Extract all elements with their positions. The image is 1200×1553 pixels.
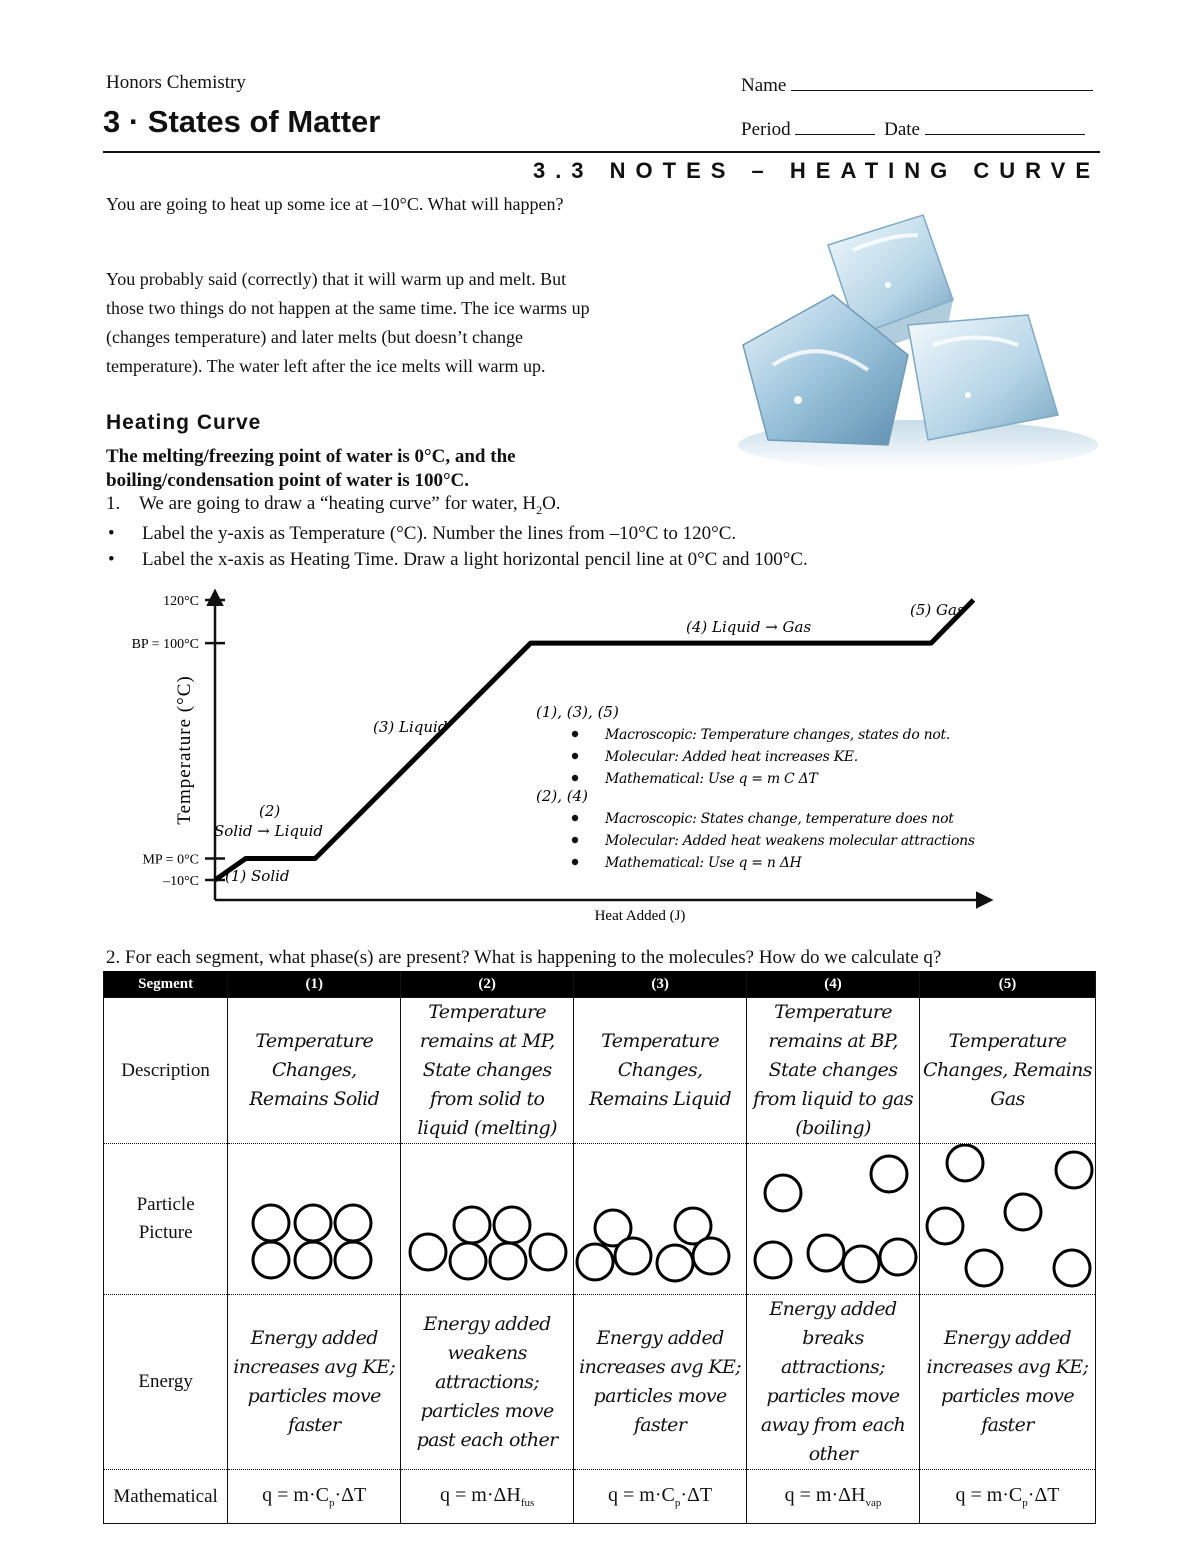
y-tick-label: BP = 100°C bbox=[131, 637, 199, 653]
row-label bbox=[104, 1144, 228, 1295]
annotation-item: Molecular: Added heat weakens molecular attractions bbox=[605, 833, 975, 849]
step-1-subscript: 2 bbox=[536, 502, 543, 517]
table-row-particles bbox=[104, 1144, 1096, 1295]
segment-label: (4) Liquid → Gas bbox=[686, 618, 812, 636]
y-tick-label: MP = 0°C bbox=[142, 852, 199, 868]
math-sub: fus bbox=[520, 1497, 535, 1509]
description-cell: Temperature remains at BP, State changes from liquid to gas (boiling) bbox=[747, 998, 920, 1144]
fact-line-1: The melting/freezing point of water is 0°C, and the bbox=[106, 446, 516, 467]
header-cell: Segment bbox=[104, 971, 228, 998]
intro-line: those two things do not happen at the same time. The ice warms up bbox=[106, 298, 590, 318]
y-axis-label: Temperature (°C) bbox=[174, 675, 195, 825]
instruction-list bbox=[106, 521, 808, 573]
y-tick-label: 120°C bbox=[163, 594, 199, 609]
date-blank[interactable] bbox=[925, 116, 1085, 135]
fact-line-2: boiling/condensation point of water is 100°C. bbox=[106, 470, 470, 491]
bullet-dot bbox=[572, 753, 578, 759]
unit-title: 3 · States of Matter bbox=[103, 104, 381, 139]
particle-cell bbox=[747, 1144, 920, 1295]
header-cell: (5) bbox=[919, 971, 1095, 998]
y-tick-label: –10°C bbox=[163, 874, 199, 889]
bullet-dot bbox=[572, 837, 578, 843]
annotation-item: Mathematical: Use q = n ΔH bbox=[605, 855, 802, 871]
particle-cell bbox=[228, 1144, 401, 1295]
course-name: Honors Chemistry bbox=[106, 72, 246, 93]
header-cell: (2) bbox=[401, 971, 574, 998]
intro-question: You are going to heat up some ice at –10°C. What will happen? bbox=[106, 194, 564, 214]
math-tail: ·ΔT bbox=[680, 1484, 713, 1506]
name-label: Name bbox=[741, 75, 787, 96]
energy-cell: Energy added weakens attractions; particles move past each other bbox=[401, 1295, 574, 1470]
math-cell bbox=[574, 1470, 747, 1524]
row-label: Description bbox=[104, 998, 228, 1144]
description-cell: Temperature remains at MP, State changes from solid to liquid (melting) bbox=[401, 998, 574, 1144]
ice-cube-right bbox=[908, 315, 1058, 440]
math-cell bbox=[228, 1470, 401, 1524]
row-label-line: Particle bbox=[136, 1194, 195, 1215]
question-2: 2. For each segment, what phase(s) are present? What is happening to the molecules? How do we calculate q? bbox=[106, 947, 942, 968]
description-cell: Temperature Changes, Remains Solid bbox=[228, 998, 401, 1144]
period-blank[interactable] bbox=[795, 116, 875, 135]
ice-cubes-image bbox=[728, 205, 1103, 475]
math-base: q = m·ΔH bbox=[784, 1484, 866, 1506]
table-row-energy bbox=[104, 1295, 1096, 1470]
segments-table bbox=[103, 971, 1096, 1524]
period-label: Period bbox=[741, 119, 791, 140]
math-cell bbox=[401, 1470, 574, 1524]
step-1 bbox=[106, 493, 561, 518]
liquid-particles bbox=[575, 1144, 746, 1289]
math-tail: ·ΔT bbox=[334, 1484, 367, 1506]
header-cell: (3) bbox=[574, 971, 747, 998]
row-label: Energy bbox=[104, 1295, 228, 1470]
row-label: Mathematical bbox=[104, 1470, 228, 1524]
x-axis-label: Heat Added (J) bbox=[594, 908, 686, 924]
math-tail: ·ΔT bbox=[1027, 1484, 1060, 1506]
date-label: Date bbox=[884, 119, 920, 140]
table-row-description bbox=[104, 998, 1096, 1144]
gas-particles bbox=[920, 1144, 1094, 1289]
energy-cell: Energy added breaks attractions; particles move away from each other bbox=[747, 1295, 920, 1470]
table-row-math bbox=[104, 1470, 1096, 1524]
energy-cell: Energy added increases avg KE; particles move faster bbox=[228, 1295, 401, 1470]
math-sub: p bbox=[1022, 1497, 1028, 1509]
chart-axes bbox=[215, 592, 990, 900]
header-cell: (1) bbox=[228, 971, 401, 998]
math-base: q = m·C bbox=[262, 1484, 329, 1506]
bullet-dot bbox=[572, 731, 578, 737]
description-cell: Temperature Changes, Remains Gas bbox=[919, 998, 1095, 1144]
segment-label: (3) Liquid bbox=[373, 718, 448, 736]
segment-label: Solid → Liquid bbox=[214, 822, 324, 840]
instruction-item: • Label the y-axis as Temperature (°C). Number the lines from –10°C to 120°C. bbox=[106, 521, 808, 547]
section-heading: Heating Curve bbox=[106, 411, 262, 434]
name-blank[interactable] bbox=[791, 72, 1093, 91]
math-base: q = m·ΔH bbox=[440, 1484, 521, 1506]
table-header-row bbox=[104, 971, 1096, 998]
intro-paragraph bbox=[106, 265, 706, 381]
bullet-dot bbox=[572, 815, 578, 821]
header-cell: (4) bbox=[747, 971, 920, 998]
segment-label: (5) Gas bbox=[910, 601, 965, 619]
step-1-number: 1. bbox=[106, 493, 121, 514]
math-base: q = m·C bbox=[608, 1484, 675, 1506]
name-field[interactable] bbox=[741, 72, 1093, 97]
step-1-text: We are going to draw a “heating curve” for water, H bbox=[139, 493, 537, 514]
description-cell: Temperature Changes, Remains Liquid bbox=[574, 998, 747, 1144]
step-1-tail: O. bbox=[542, 493, 561, 514]
annotation-item: Mathematical: Use q = m C ΔT bbox=[605, 771, 818, 787]
instruction-item: • Label the x-axis as Heating Time. Draw a light horizontal pencil line at 0°C and 100°C. bbox=[106, 547, 808, 573]
header-rule bbox=[103, 151, 1100, 153]
intro-line: (changes temperature) and later melts (but doesn’t change bbox=[106, 327, 523, 347]
particle-cell bbox=[919, 1144, 1095, 1295]
notes-title: 3.3 NOTES – HEATING CURVE bbox=[532, 158, 1100, 183]
boiling-particles bbox=[748, 1144, 919, 1289]
heating-curve-chart bbox=[0, 580, 1200, 925]
bullet-dot bbox=[572, 775, 578, 781]
segment-label: (1) Solid bbox=[225, 867, 290, 885]
solid-particles bbox=[229, 1144, 400, 1289]
particle-cell bbox=[401, 1144, 574, 1295]
math-sub: p bbox=[674, 1497, 681, 1509]
bullet-dot bbox=[572, 859, 578, 865]
annotation-group-title: (2), (4) bbox=[536, 787, 589, 805]
segment-label: (2) bbox=[259, 802, 281, 820]
annotation-group-title: (1), (3), (5) bbox=[536, 703, 619, 721]
math-sub: vap bbox=[865, 1497, 882, 1509]
energy-cell: Energy added increases avg KE; particles move faster bbox=[574, 1295, 747, 1470]
particle-cell bbox=[574, 1144, 747, 1295]
annotation-item: Molecular: Added heat increases KE. bbox=[605, 749, 858, 765]
period-date-fields bbox=[741, 116, 1085, 141]
energy-cell: Energy added increases avg KE; particles move faster bbox=[919, 1295, 1095, 1470]
intro-line: You probably said (correctly) that it will warm up and melt. But bbox=[106, 269, 567, 289]
math-sub: p bbox=[329, 1497, 335, 1509]
annotation-item: Macroscopic: Temperature changes, states do not. bbox=[605, 727, 950, 743]
chart-annotations bbox=[536, 703, 975, 871]
annotation-item: Macroscopic: States change, temperature does not bbox=[605, 811, 954, 827]
math-cell bbox=[919, 1470, 1095, 1524]
math-base: q = m·C bbox=[955, 1484, 1023, 1506]
math-cell bbox=[747, 1470, 920, 1524]
intro-line: temperature). The water left after the ice melts will warm up. bbox=[106, 356, 546, 376]
row-label-line: Picture bbox=[138, 1222, 193, 1243]
melting-particles bbox=[402, 1144, 573, 1289]
